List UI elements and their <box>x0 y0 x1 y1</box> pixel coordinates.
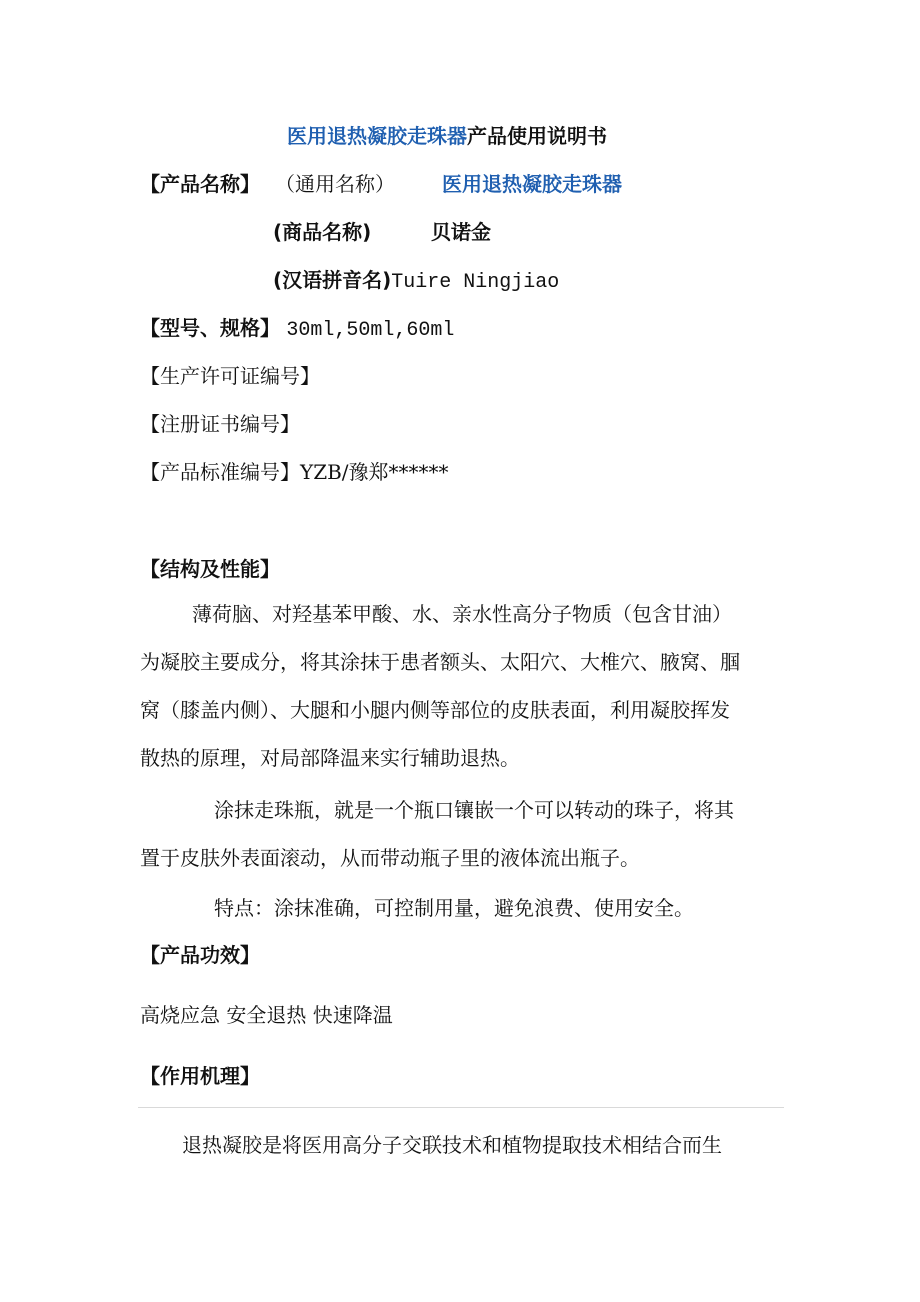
mechanism-heading: 【作用机理】 <box>140 1064 260 1088</box>
pinyin-value: Tuire Ningjiao <box>391 271 560 294</box>
structure-paragraph-2 <box>140 786 785 882</box>
efficacy-heading: 【产品功效】 <box>140 943 260 967</box>
pinyin-label: (汉语拼音名) <box>273 268 392 292</box>
model-label: 【型号、规格】 <box>140 316 280 340</box>
title-product-name: 医用退热凝胶走珠器 <box>287 124 467 148</box>
trade-name-label: (商品名称) <box>273 220 372 244</box>
section-divider <box>138 1107 784 1108</box>
registration-label: 【注册证书编号】 <box>140 412 300 436</box>
product-name-label: 【产品名称】 <box>140 172 260 196</box>
efficacy-text: 高烧应急 安全退热 快速降温 <box>140 1003 393 1027</box>
paragraph-line: 涂抹走珠瓶，就是一个瓶口镶嵌一个可以转动的珠子，将其 <box>214 798 734 822</box>
common-name-label: （通用名称） <box>275 172 395 196</box>
structure-paragraph-1 <box>140 590 785 782</box>
standard-row <box>140 458 449 486</box>
paragraph-line: 置于皮肤外表面滚动，从而带动瓶子里的液体流出瓶子。 <box>140 846 640 870</box>
paragraph-line: 薄荷脑、对羟基苯甲酸、水、亲水性高分子物质（包含甘油） <box>192 602 732 626</box>
paragraph-line: 窝（膝盖内侧）、大腿和小腿内侧等部位的皮肤表面，利用凝胶挥发 <box>140 698 730 722</box>
paragraph-line: 散热的原理，对局部降温来实行辅助退热。 <box>140 746 520 770</box>
mechanism-text: 退热凝胶是将医用高分子交联技术和植物提取技术相结合而生 <box>182 1133 722 1157</box>
common-name-value: 医用退热凝胶走珠器 <box>442 172 622 196</box>
model-row <box>140 314 454 345</box>
trade-name-value: 贝诺金 <box>431 220 491 244</box>
structure-heading: 【结构及性能】 <box>140 557 280 581</box>
model-value: 30ml,50ml,60ml <box>286 319 455 342</box>
standard-label: 【产品标准编号】 <box>140 460 300 484</box>
paragraph-line: 为凝胶主要成分，将其涂抹于患者额头、太阳穴、大椎穴、腋窝、腘 <box>140 650 740 674</box>
document-title <box>287 122 607 150</box>
title-suffix: 产品使用说明书 <box>467 124 607 148</box>
standard-value: YZB/豫郑****** <box>300 460 449 484</box>
license-label: 【生产许可证编号】 <box>140 364 320 388</box>
feature-text: 特点：涂抹准确，可控制用量，避免浪费、使用安全。 <box>214 896 694 920</box>
pinyin-row <box>273 266 559 297</box>
